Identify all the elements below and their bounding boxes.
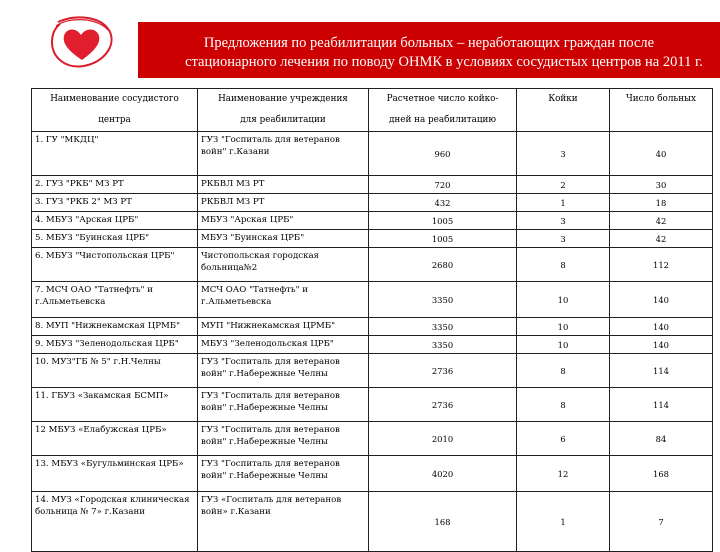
- rehab-table: [31, 88, 713, 552]
- cell-beds: 2: [517, 176, 610, 194]
- cell-bed-days: 1005: [369, 230, 517, 248]
- cell-beds: 12: [517, 456, 610, 492]
- banner-title-line1: Предложения по реабилитации больных – неработающих граждан после: [203, 35, 655, 51]
- header-beds: Койки: [517, 89, 610, 132]
- cell-bed-days: 1005: [369, 212, 517, 230]
- cell-patients: 40: [610, 132, 713, 176]
- table-row: [32, 492, 713, 552]
- cell-beds: 8: [517, 354, 610, 388]
- cell-beds: 10: [517, 336, 610, 354]
- cell-beds: 3: [517, 132, 610, 176]
- cell-center: 1. ГУ "МКДЦ": [32, 132, 198, 176]
- table-row: [32, 212, 713, 230]
- cell-patients: 140: [610, 282, 713, 318]
- cell-beds: 8: [517, 388, 610, 422]
- cell-patients: 140: [610, 318, 713, 336]
- banner-title-line2: стационарного лечения по поводу ОНМК в условиях сосудистых центров на 2011 г.: [185, 54, 703, 70]
- cell-beds: 10: [517, 318, 610, 336]
- table-row: [32, 230, 713, 248]
- table-row: [32, 456, 713, 492]
- cell-institution: Чистопольская городская больница№2: [198, 248, 369, 282]
- cell-beds: 1: [517, 492, 610, 552]
- cell-institution: МБУЗ "Арская ЦРБ": [198, 212, 369, 230]
- table-row: [32, 388, 713, 422]
- table-row: [32, 176, 713, 194]
- table-row: [32, 248, 713, 282]
- cell-patients: 42: [610, 212, 713, 230]
- cell-institution: ГУЗ "Госпиталь для ветеранов войн" г.Набережные Челны: [198, 422, 369, 456]
- cell-patients: 140: [610, 336, 713, 354]
- cell-patients: 18: [610, 194, 713, 212]
- header-bed-days: Расчетное число койко- дней на реабилитацию: [369, 89, 517, 132]
- table-row: [32, 194, 713, 212]
- cell-institution: ГУЗ "Госпиталь для ветеранов войн" г.Казани: [198, 132, 369, 176]
- cell-beds: 6: [517, 422, 610, 456]
- cell-bed-days: 720: [369, 176, 517, 194]
- cell-patients: 114: [610, 354, 713, 388]
- cell-center: 6. МБУЗ "Чистопольская ЦРБ": [32, 248, 198, 282]
- cell-bed-days: 3350: [369, 318, 517, 336]
- header-institution: Наименование учреждения для реабилитации: [198, 89, 369, 132]
- cell-institution: МСЧ ОАО "Татнефть" и г.Альметьевска: [198, 282, 369, 318]
- cell-bed-days: 432: [369, 194, 517, 212]
- cell-center: 4. МБУЗ "Арская ЦРБ": [32, 212, 198, 230]
- heart-icon: [46, 12, 118, 74]
- table-row: [32, 336, 713, 354]
- cell-bed-days: 960: [369, 132, 517, 176]
- cell-bed-days: 2680: [369, 248, 517, 282]
- cell-center: 7. МСЧ ОАО "Татнефть" и г.Альметьевска: [32, 282, 198, 318]
- cell-institution: РКБВЛ МЗ РТ: [198, 194, 369, 212]
- cell-institution: ГУЗ "Госпиталь для ветеранов войн" г.Набережные Челны: [198, 388, 369, 422]
- cell-bed-days: 2736: [369, 354, 517, 388]
- table-header-row: [32, 89, 713, 132]
- cell-center: 3. ГУЗ "РКБ 2" МЗ РТ: [32, 194, 198, 212]
- cell-center: 2. ГУЗ "РКБ" МЗ РТ: [32, 176, 198, 194]
- cell-institution: МБУЗ "Зеленодольская ЦРБ": [198, 336, 369, 354]
- cell-center: 11. ГБУЗ «Закамская БСМП»: [32, 388, 198, 422]
- cell-center: 14. МУЗ «Городская клиническая больница № 7» г.Казани: [32, 492, 198, 552]
- table-row: [32, 354, 713, 388]
- cell-center: 9. МБУЗ "Зеленодольская ЦРБ": [32, 336, 198, 354]
- cell-institution: МБУЗ "Буинская ЦРБ": [198, 230, 369, 248]
- cell-patients: 168: [610, 456, 713, 492]
- cell-bed-days: 2736: [369, 388, 517, 422]
- cell-patients: 112: [610, 248, 713, 282]
- cell-center: 13. МБУЗ «Бугульминская ЦРБ»: [32, 456, 198, 492]
- cell-bed-days: 2010: [369, 422, 517, 456]
- header-center: Наименование сосудистого центра: [32, 89, 198, 132]
- cell-center: 10. МУЗ"ГБ № 5" г.Н.Челны: [32, 354, 198, 388]
- cell-institution: ГУЗ "Госпиталь для ветеранов войн" г.Набережные Челны: [198, 354, 369, 388]
- title-banner: [138, 22, 720, 78]
- heart-logo: [46, 12, 118, 74]
- cell-beds: 8: [517, 248, 610, 282]
- table-row: [32, 422, 713, 456]
- cell-institution: РКБВЛ МЗ РТ: [198, 176, 369, 194]
- cell-center: 8. МУП "Нижнекамская ЦРМБ": [32, 318, 198, 336]
- cell-center: 5. МБУЗ "Буинская ЦРБ": [32, 230, 198, 248]
- table-row: [32, 282, 713, 318]
- cell-patients: 84: [610, 422, 713, 456]
- cell-patients: 7: [610, 492, 713, 552]
- cell-beds: 10: [517, 282, 610, 318]
- cell-bed-days: 3350: [369, 336, 517, 354]
- cell-patients: 42: [610, 230, 713, 248]
- cell-patients: 30: [610, 176, 713, 194]
- cell-bed-days: 168: [369, 492, 517, 552]
- cell-bed-days: 4020: [369, 456, 517, 492]
- cell-beds: 3: [517, 230, 610, 248]
- cell-center: 12 МБУЗ «Елабужская ЦРБ»: [32, 422, 198, 456]
- cell-institution: ГУЗ "Госпиталь для ветеранов войн" г.Набережные Челны: [198, 456, 369, 492]
- cell-institution: МУП "Нижнекамская ЦРМБ": [198, 318, 369, 336]
- cell-patients: 114: [610, 388, 713, 422]
- table-row: [32, 318, 713, 336]
- cell-institution: ГУЗ «Госпиталь для ветеранов войн» г.Казани: [198, 492, 369, 552]
- cell-beds: 3: [517, 212, 610, 230]
- cell-beds: 1: [517, 194, 610, 212]
- table-row: [32, 132, 713, 176]
- header-patients: Число больных: [610, 89, 713, 132]
- cell-bed-days: 3350: [369, 282, 517, 318]
